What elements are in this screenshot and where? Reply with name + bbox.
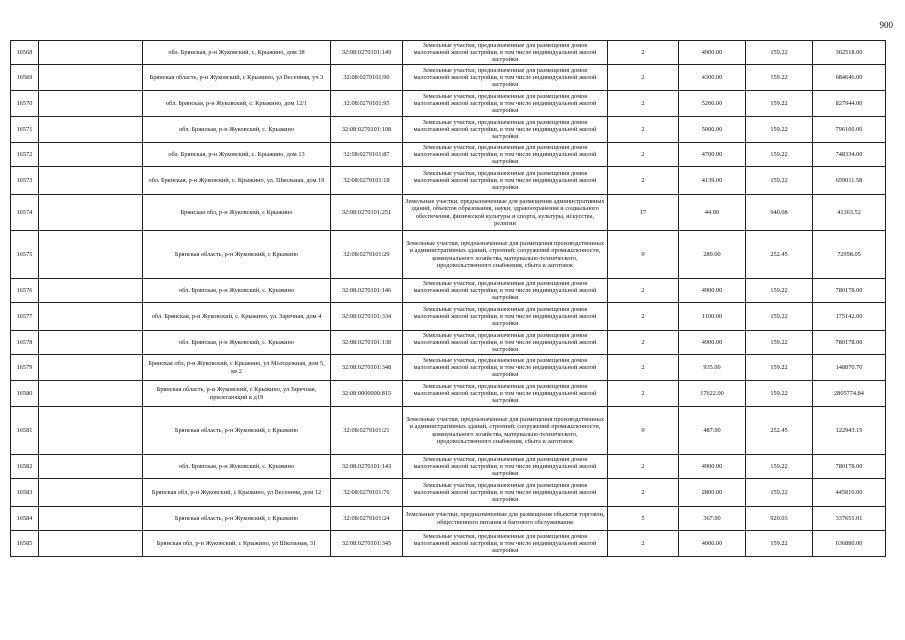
cell-specific-value: 159.22 (746, 381, 813, 407)
cell-specific-value: 159.22 (746, 41, 813, 65)
cell-specific-value: 159.22 (746, 167, 813, 195)
table-row (11, 117, 886, 143)
cell-cadastral-number: 32:08:0270101:251 (331, 195, 403, 231)
cell-area: 4900.00 (679, 331, 746, 355)
cell-land-use: Земельные участки, предназначенные для размещения объектов торговли, общественного питания и бытового обслуживания (403, 507, 608, 531)
cell-area: 5000.00 (679, 117, 746, 143)
cell-blank (39, 407, 143, 455)
cell-id: 16580 (11, 381, 39, 407)
cadastral-value-table (10, 40, 886, 557)
cell-id: 16585 (11, 531, 39, 557)
cell-cadastral-value: 748334.00 (813, 143, 886, 167)
table-row (11, 167, 886, 195)
cell-id: 16573 (11, 167, 39, 195)
cell-cadastral-value: 827944.00 (813, 91, 886, 117)
cell-group: 9 (608, 231, 679, 279)
cell-area: 487.00 (679, 407, 746, 455)
cell-specific-value: 940.08 (746, 195, 813, 231)
cell-id: 16569 (11, 65, 39, 91)
table-row (11, 195, 886, 231)
cell-blank (39, 531, 143, 557)
cell-cadastral-value: 41363.52 (813, 195, 886, 231)
cell-land-use: Земельные участки, предназначенные для размещения домов малоэтажной жилой застройки, в том числе индивидуальной жилой застройки (403, 355, 608, 381)
cell-area: 4000.00 (679, 531, 746, 557)
cell-cadastral-number: 32:08:0270101:348 (331, 355, 403, 381)
cell-cadastral-number: 32:08:0270101:138 (331, 331, 403, 355)
cell-cadastral-value: 445816.00 (813, 479, 886, 507)
cell-land-use: Земельные участки, предназначенные для размещения производственных и административных зданий, строений, сооружений промышленности, коммунального хозяйства, материально-технического, продовольственного снабжения, сбыта и заготовок (403, 231, 608, 279)
cell-address: обл. Брянская, р-н Жуковский, с. Крыжино (143, 455, 331, 479)
cell-id: 16583 (11, 479, 39, 507)
registry-table-container (10, 40, 886, 557)
cell-group: 2 (608, 117, 679, 143)
cell-group: 2 (608, 279, 679, 303)
cell-address: Брянская обл, р-н Жуковский, с Крыжино, ул Весенняя, дом 12 (143, 479, 331, 507)
cell-blank (39, 41, 143, 65)
table-row (11, 507, 886, 531)
cell-id: 16570 (11, 91, 39, 117)
table-row (11, 303, 886, 331)
table-row (11, 381, 886, 407)
cell-land-use: Земельные участки, предназначенные для размещения домов малоэтажной жилой застройки, в том числе индивидуальной жилой застройки (403, 303, 608, 331)
table-row (11, 279, 886, 303)
cell-id: 16578 (11, 331, 39, 355)
cell-blank (39, 455, 143, 479)
cell-group: 2 (608, 455, 679, 479)
cell-blank (39, 381, 143, 407)
cell-land-use: Земельные участки, предназначенные для размещения домов малоэтажной жилой застройки, в том числе индивидуальной жилой застройки (403, 279, 608, 303)
cell-specific-value: 159.22 (746, 65, 813, 91)
cell-area: 44.00 (679, 195, 746, 231)
cell-group: 5 (608, 507, 679, 531)
cell-specific-value: 920.03 (746, 507, 813, 531)
cell-id: 16572 (11, 143, 39, 167)
cell-land-use: Земельные участки, предназначенные для размещения домов малоэтажной жилой застройки, в том числе индивидуальной жилой застройки (403, 91, 608, 117)
cell-id: 16577 (11, 303, 39, 331)
cell-id: 16576 (11, 279, 39, 303)
cell-land-use: Земельные участки, предназначенные для размещения административных зданий, объектов образования, науки, здравоохранения и социального обеспечения, физической культуры и спорта, культуры, искусства, религии (403, 195, 608, 231)
cell-address: Брянская область, р-н Жуковский, с Крыжино, ул Заречная, прилегающий к д19 (143, 381, 331, 407)
cell-specific-value: 159.22 (746, 279, 813, 303)
cell-blank (39, 91, 143, 117)
cell-address: Брянская область, р-н Жуковский, с Крыжино (143, 507, 331, 531)
cell-address: Брянская обл, р-н Жуковский, с Крыжино (143, 195, 331, 231)
cell-group: 2 (608, 303, 679, 331)
cell-id: 16568 (11, 41, 39, 65)
cell-area: 2800.00 (679, 479, 746, 507)
cell-area: 4900.00 (679, 41, 746, 65)
cell-cadastral-value: 659011.58 (813, 167, 886, 195)
table-row (11, 331, 886, 355)
cell-blank (39, 195, 143, 231)
table-row (11, 531, 886, 557)
table-row (11, 41, 886, 65)
cell-cadastral-number: 32:08:0270101:90 (331, 65, 403, 91)
cell-specific-value: 252.45 (746, 407, 813, 455)
cell-id: 16582 (11, 455, 39, 479)
cell-area: 4900.00 (679, 279, 746, 303)
cell-cadastral-number: 32:08:0270101:21 (331, 407, 403, 455)
cell-group: 2 (608, 479, 679, 507)
table-row (11, 231, 886, 279)
cell-specific-value: 159.22 (746, 331, 813, 355)
cell-cadastral-value: 780178.00 (813, 455, 886, 479)
cell-cadastral-number: 32:08:0270101:108 (331, 117, 403, 143)
cell-area: 367.00 (679, 507, 746, 531)
cell-group: 17 (608, 195, 679, 231)
cell-id: 16581 (11, 407, 39, 455)
cell-area: 935.00 (679, 355, 746, 381)
cell-land-use: Земельные участки, предназначенные для размещения домов малоэтажной жилой застройки, в том числе индивидуальной жилой застройки (403, 331, 608, 355)
cell-cadastral-number: 32:08:0270101:29 (331, 231, 403, 279)
table-row (11, 143, 886, 167)
cell-cadastral-value: 2805774.84 (813, 381, 886, 407)
cell-land-use: Земельные участки, предназначенные для размещения производственных и административных зданий, строений, сооружений промышленности, коммунального хозяйства, материально-технического, продовольственного снабжения, сбыта и заготовок (403, 407, 608, 455)
table-row (11, 355, 886, 381)
cell-land-use: Земельные участки, предназначенные для размещения домов малоэтажной жилой застройки, в том числе индивидуальной жилой застройки (403, 531, 608, 557)
cell-blank (39, 303, 143, 331)
cell-id: 16575 (11, 231, 39, 279)
cell-address: обл. Брянская, р-н Жуковский, с. Крыжино (143, 331, 331, 355)
cell-area: 1100.00 (679, 303, 746, 331)
cell-cadastral-value: 72958.05 (813, 231, 886, 279)
table-body (11, 41, 886, 557)
cell-specific-value: 159.22 (746, 531, 813, 557)
table-row (11, 407, 886, 455)
cell-address: обл. Брянская, р-н Жуковский, с. Крыжино, дом 38 (143, 41, 331, 65)
cell-group: 2 (608, 331, 679, 355)
cell-land-use: Земельные участки, предназначенные для размещения домов малоэтажной жилой застройки, в том числе индивидуальной жилой застройки (403, 167, 608, 195)
table-row (11, 65, 886, 91)
cell-cadastral-number: 32:08:0270101:345 (331, 531, 403, 557)
cell-address: Брянская обл, р-н Жуковский, с Крыжино, ул Молодежная, дом 5, кв 2 (143, 355, 331, 381)
cell-blank (39, 167, 143, 195)
cell-land-use: Земельные участки, предназначенные для размещения домов малоэтажной жилой застройки, в том числе индивидуальной жилой застройки (403, 143, 608, 167)
cell-specific-value: 159.22 (746, 143, 813, 167)
cell-id: 16584 (11, 507, 39, 531)
cell-land-use: Земельные участки, предназначенные для размещения домов малоэтажной жилой застройки, в том числе индивидуальной жилой застройки (403, 117, 608, 143)
cell-specific-value: 159.22 (746, 479, 813, 507)
cell-cadastral-value: 636880.00 (813, 531, 886, 557)
cell-cadastral-number: 32:08:0270101:95 (331, 91, 403, 117)
cell-area: 17622.00 (679, 381, 746, 407)
cell-specific-value: 252.45 (746, 231, 813, 279)
cell-group: 2 (608, 167, 679, 195)
cell-address: Брянская область, р-н Жуковский, с Крыжино, ул Весенняя, уч 3 (143, 65, 331, 91)
cell-land-use: Земельные участки, предназначенные для размещения домов малоэтажной жилой застройки, в том числе индивидуальной жилой застройки (403, 381, 608, 407)
cell-specific-value: 159.22 (746, 303, 813, 331)
cell-specific-value: 159.22 (746, 355, 813, 381)
cell-area: 5200.00 (679, 91, 746, 117)
cell-cadastral-value: 337651.01 (813, 507, 886, 531)
cell-land-use: Земельные участки, предназначенные для размещения домов малоэтажной жилой застройки, в том числе индивидуальной жилой застройки (403, 455, 608, 479)
cell-cadastral-number: 32:08:0270101:143 (331, 455, 403, 479)
cell-address: обл. Брянская, р-н Жуковский, с. Крыжино, ул. Заречная, дом 4 (143, 303, 331, 331)
cell-group: 2 (608, 381, 679, 407)
cell-address: обл. Брянская, р-н Жуковский, с. Крыжино, дом 13 (143, 143, 331, 167)
cell-cadastral-number: 32:08:0270101:146 (331, 279, 403, 303)
cell-cadastral-value: 122943.15 (813, 407, 886, 455)
cell-specific-value: 159.22 (746, 117, 813, 143)
cell-cadastral-number: 32:08:0270101:334 (331, 303, 403, 331)
cell-group: 2 (608, 91, 679, 117)
cell-specific-value: 159.22 (746, 455, 813, 479)
cell-group: 9 (608, 407, 679, 455)
cell-cadastral-value: 780178.00 (813, 331, 886, 355)
cell-cadastral-value: 796100.00 (813, 117, 886, 143)
cell-id: 16579 (11, 355, 39, 381)
cell-cadastral-value: 175142.00 (813, 303, 886, 331)
cell-address: Брянская область, р-н Жуковский, с Крыжино (143, 231, 331, 279)
cell-blank (39, 479, 143, 507)
cell-cadastral-value: 148870.70 (813, 355, 886, 381)
cell-cadastral-value: 780178.00 (813, 279, 886, 303)
cell-address: обл. Брянская, р-н Жуковский, с. Крыжино (143, 117, 331, 143)
cell-area: 4300.00 (679, 65, 746, 91)
cell-address: обл. Брянская, р-н Жуковский, с. Крыжино, дом 12/1 (143, 91, 331, 117)
cell-blank (39, 507, 143, 531)
cell-group: 2 (608, 65, 679, 91)
cell-cadastral-value: 684646.00 (813, 65, 886, 91)
cell-cadastral-number: 32:08:0270101:87 (331, 143, 403, 167)
cell-blank (39, 331, 143, 355)
cell-cadastral-number: 32:08:0000000:815 (331, 381, 403, 407)
cell-area: 4139.00 (679, 167, 746, 195)
cell-id: 16571 (11, 117, 39, 143)
cell-blank (39, 231, 143, 279)
cell-land-use: Земельные участки, предназначенные для размещения домов малоэтажной жилой застройки, в том числе индивидуальной жилой застройки (403, 65, 608, 91)
cell-blank (39, 143, 143, 167)
cell-cadastral-value: 302518.00 (813, 41, 886, 65)
table-row (11, 455, 886, 479)
cell-area: 4700.00 (679, 143, 746, 167)
cell-blank (39, 355, 143, 381)
table-row (11, 479, 886, 507)
cell-group: 2 (608, 531, 679, 557)
cell-specific-value: 159.22 (746, 91, 813, 117)
page-number: 900 (879, 20, 893, 30)
cell-address: Брянская обл, р-н Жуковский, с Крыжино, ул Школьная, 31 (143, 531, 331, 557)
cell-land-use: Земельные участки, предназначенные для размещения домов малоэтажной жилой застройки, в том числе индивидуальной жилой застройки (403, 41, 608, 65)
table-row (11, 91, 886, 117)
cell-cadastral-number: 32:08:0270101:149 (331, 41, 403, 65)
cell-blank (39, 117, 143, 143)
cell-cadastral-number: 32:08:0270101:76 (331, 479, 403, 507)
cell-address: обл. Брянская, р-н Жуковский, с. Крыжино, ул. Школьная, дом 19 (143, 167, 331, 195)
cell-address: обл. Брянская, р-н Жуковский, с. Крыжино (143, 279, 331, 303)
cell-area: 289.00 (679, 231, 746, 279)
cell-address: Брянская область, р-н Жуковский, с Крыжино (143, 407, 331, 455)
cell-blank (39, 279, 143, 303)
cell-group: 2 (608, 41, 679, 65)
cell-land-use: Земельные участки, предназначенные для размещения домов малоэтажной жилой застройки, в том числе индивидуальной жилой застройки (403, 479, 608, 507)
cell-area: 4900.00 (679, 455, 746, 479)
cell-cadastral-number: 32:08:0270101:24 (331, 507, 403, 531)
cell-blank (39, 65, 143, 91)
cell-cadastral-number: 32:08:0270101:18 (331, 167, 403, 195)
cell-group: 2 (608, 355, 679, 381)
cell-id: 16574 (11, 195, 39, 231)
cell-group: 2 (608, 143, 679, 167)
